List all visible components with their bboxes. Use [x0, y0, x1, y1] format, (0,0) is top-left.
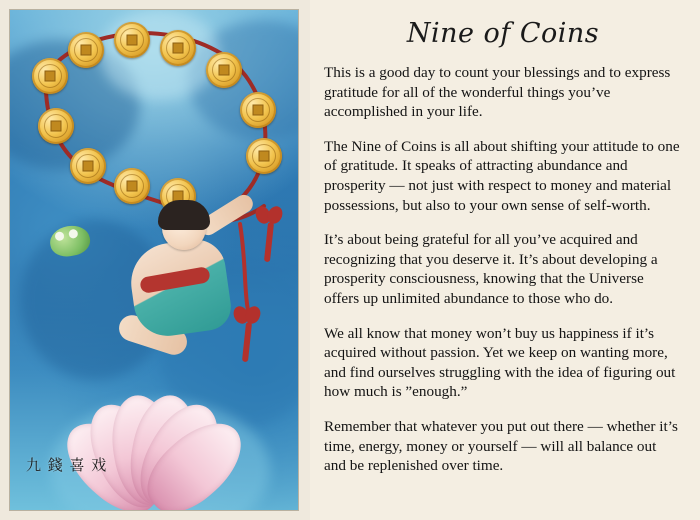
coin: [246, 138, 282, 174]
coin: [32, 58, 68, 94]
meaning-paragraph: The Nine of Coins is all about shifting your attitude to one of gratitude. It speaks of attracting abundance and prosperity — not just with respect to money and material possessions, but also to your own sense of self-worth.: [324, 137, 680, 214]
coin: [160, 30, 196, 66]
coin: [240, 92, 276, 128]
coin: [114, 168, 150, 204]
cord-bow: [256, 206, 282, 232]
figure-hair: [158, 200, 210, 230]
page-title: Nine of Coins: [406, 18, 600, 49]
meaning-paragraph: This is a good day to count your blessings and to express gratitude for all of the wonderful things you’ve accomplished in your life.: [324, 64, 671, 121]
coin: [114, 22, 150, 58]
card-meaning-pane: [310, 0, 700, 520]
meaning-paragraph: It’s about being grateful for all you’ve acquired and recognizing that you deserve it. It’s about developing a prosperity consciousness, knowing that the Universe offers up unlimited abundance to those who do.: [324, 231, 658, 307]
card-image-pane: [0, 0, 310, 520]
meaning-paragraph: Remember that whatever you put out there — whether it’s time, energy, money or yourself — will all balance out and be replenished over time.: [324, 417, 678, 475]
lotus-blossom: [39, 364, 269, 504]
tarot-card-illustration: [10, 10, 298, 510]
coin: [206, 52, 242, 88]
coin: [68, 32, 104, 68]
artist-signature: 九 錢 喜 戏: [26, 456, 108, 474]
cord-bow: [234, 306, 260, 332]
coin: [70, 148, 106, 184]
meaning-paragraph: We all know that money won’t buy us happiness if it’s acquired without passion. Yet we keep on wanting more, and find ourselves struggling with the idea of figuring out how much is ”enough.”: [324, 324, 676, 401]
coin: [38, 108, 74, 144]
